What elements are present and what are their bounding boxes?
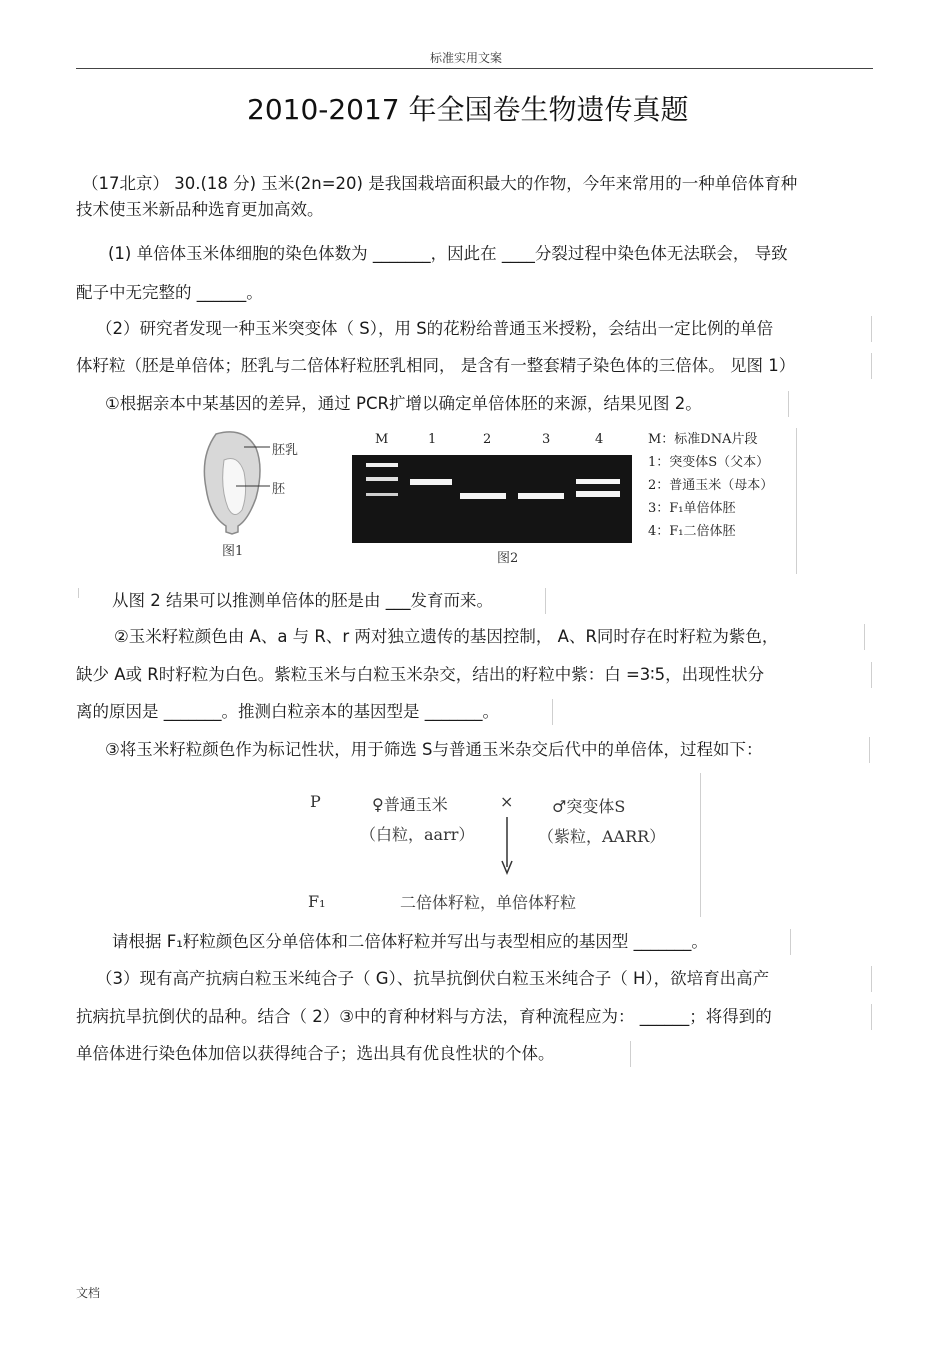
- question-1-line-1: (1) 单倍体玉米体细胞的染色体数为 _______，因此在 ____分裂过程中染色体无法联会， 导致: [108, 244, 788, 263]
- text-block-edge: [871, 353, 872, 379]
- text-block-edge: [871, 662, 872, 688]
- question-3-line-3: 单倍体进行染色体加倍以获得纯合子；选出具有优良性状的个体。: [76, 1044, 555, 1063]
- header-divider: [76, 68, 873, 69]
- text-block-edge: [552, 699, 553, 725]
- lane-label-m: M: [375, 432, 389, 447]
- question-2-line-1: （2）研究者发现一种玉米突变体（ S），用 S的花粉给普通玉米授粉，会结出一定比例的单倍: [96, 319, 774, 338]
- text-block-edge: [871, 1004, 872, 1030]
- text-block-edge: [871, 966, 872, 992]
- figure-2-caption: 图2: [497, 551, 519, 566]
- parent-label: P: [310, 792, 321, 811]
- lane-label-1: 1: [428, 432, 437, 447]
- figure-kernel-and-gel: [186, 428, 796, 574]
- cross-symbol: ×: [500, 792, 514, 811]
- lane-4-band-upper: [576, 479, 620, 484]
- legend-item: 2：普通玉米（母本）: [648, 478, 774, 493]
- label-endosperm: 胚乳: [272, 443, 299, 458]
- legend-item: 3：F₁单倍体胚: [648, 501, 736, 516]
- question-2-line-3: ①根据亲本中某基因的差异，通过 PCR扩增以确定单倍体胚的来源，结果见图 2。: [105, 394, 702, 413]
- figure-edge: [796, 428, 797, 574]
- ladder-band: [366, 493, 398, 496]
- label-embryo: 胚: [272, 482, 286, 497]
- legend-item: 1：突变体S（父本）: [648, 455, 770, 470]
- gel-legend: [648, 428, 773, 543]
- question-3-line-1: （3）现有高产抗病白粒玉米纯合子（ G）、抗旱抗倒伏白粒玉米纯合子（ H），欲培育出高产: [96, 969, 770, 988]
- question-2b-line-2: 缺少 A或 R时籽粒为白色。紫粒玉米与白粒玉米杂交，结出的籽粒中紫：白 =3∶5，出现性状分: [76, 665, 765, 684]
- question-1-line-2: 配子中无完整的 ______。: [76, 283, 263, 302]
- female-parent-detail: （白粒，aarr）: [360, 825, 475, 844]
- legend-item: 4：F₁二倍体胚: [648, 524, 736, 539]
- text-block-edge: [864, 624, 865, 650]
- lane-2-band: [460, 493, 506, 499]
- intro-line-1: （17北京） 30.(18 分) 玉米(2n=20) 是我国栽培面积最大的作物，今年来常用的一种单倍体育种: [82, 174, 798, 193]
- question-2-line-2: 体籽粒（胚是单倍体；胚乳与二倍体籽粒胚乳相同， 是含有一整套精子染色体的三倍体。 见图 1）: [76, 356, 796, 375]
- f1-result: 二倍体籽粒，单倍体籽粒: [400, 893, 577, 912]
- down-arrow-icon: [499, 817, 515, 877]
- page-header: 标准实用文案: [430, 51, 503, 65]
- lane-3-band: [518, 493, 564, 499]
- lane-label-3: 3: [542, 432, 551, 447]
- question-2b-line-3: 离的原因是 _______。推测白粒亲本的基因型是 _______。: [76, 702, 499, 721]
- lane-label-2: 2: [483, 432, 492, 447]
- question-2c-ask: 请根据 F₁籽粒颜色区分单倍体和二倍体籽粒并写出与表型相应的基因型 _______。: [112, 932, 708, 951]
- text-block-edge: [630, 1041, 631, 1067]
- question-3-line-2: 抗病抗旱抗倒伏的品种。结合（ 2）③中的育种材料与方法，育种流程应为： ______；将得到的: [76, 1007, 772, 1026]
- gel-image: [352, 455, 632, 543]
- figure-1-caption: 图1: [222, 544, 244, 559]
- female-parent: ♀普通玉米: [372, 795, 448, 814]
- ladder-band: [366, 477, 398, 481]
- legend-item: M：标准DNA片段: [648, 432, 758, 447]
- text-block-edge: [788, 391, 789, 417]
- text-block-edge: [545, 588, 546, 614]
- lane-label-4: 4: [595, 432, 604, 447]
- lane-1-band: [410, 479, 452, 485]
- male-parent-detail: （紫粒，AARR）: [538, 827, 666, 846]
- text-block-edge: [790, 929, 791, 955]
- question-2c: ③将玉米籽粒颜色作为标记性状，用于筛选 S与普通玉米杂交后代中的单倍体，过程如下：: [105, 740, 763, 759]
- text-block-edge: [869, 737, 870, 763]
- ladder-band: [366, 463, 398, 467]
- intro-line-2: 技术使玉米新品种选育更加高效。: [76, 200, 324, 219]
- cross-diagram: [280, 773, 700, 917]
- figure-edge: [700, 773, 701, 917]
- text-block-edge: [78, 588, 79, 598]
- male-parent: ♂突变体S: [552, 797, 626, 816]
- question-2b-line-1: ②玉米籽粒颜色由 A、a 与 R、r 两对独立遗传的基因控制， A、R同时存在时籽粒为紫色，: [114, 627, 779, 646]
- f1-label: F₁: [308, 892, 326, 911]
- page-footer: 文档: [76, 1286, 101, 1300]
- text-block-edge: [871, 316, 872, 342]
- page-title: 2010-2017 年全国卷生物遗传真题: [247, 93, 689, 126]
- lane-4-band-lower: [576, 491, 620, 497]
- question-2a-result: 从图 2 结果可以推测单倍体的胚是由 ___发育而来。: [112, 591, 493, 610]
